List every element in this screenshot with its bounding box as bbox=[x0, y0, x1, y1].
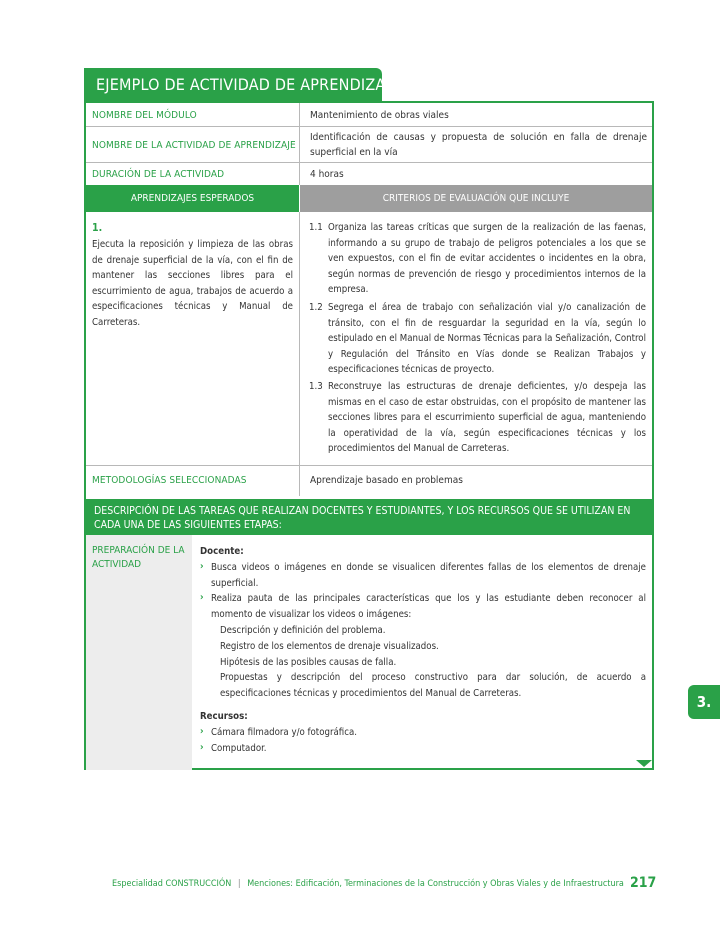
guideline-item: Propuestas y descripción del proceso constructivo para dar solución, de acuerdo a especificaciones técnicas y procedimientos del Manual de Carreteras. bbox=[220, 672, 646, 700]
guideline-item: Registro de los elementos de drenaje visualizados. bbox=[220, 640, 439, 652]
tasks-description-header: DESCRIPCIÓN DE LAS TAREAS QUE REALIZAN DOCENTES Y ESTUDIANTES, Y LOS RECURSOS QUE SE UTILIZAN EN CADA UNA DE LAS SIGUIENTES ETAPAS: bbox=[86, 499, 652, 535]
footer-mentions: Menciones: Edificación, Terminaciones de la Construcción y Obras Viales y de Infraestructura bbox=[247, 879, 624, 889]
footer-separator: | bbox=[237, 879, 241, 889]
criterion-number: 1.2 bbox=[309, 302, 323, 313]
divider bbox=[299, 103, 300, 185]
criterion-1-1 bbox=[309, 220, 646, 298]
criterion-1-2 bbox=[309, 300, 646, 378]
criterion-number: 1.3 bbox=[309, 381, 323, 392]
footer bbox=[112, 879, 624, 889]
activity-name-value: Identificación de causas y propuesta de solución en falla de drenaje superficial en la vía bbox=[310, 132, 647, 158]
footer-specialty: Especialidad CONSTRUCCIÓN bbox=[112, 879, 232, 889]
expected-learning-header: APRENDIZAJES ESPERADOS bbox=[86, 185, 299, 212]
criterion-1-3 bbox=[309, 379, 646, 457]
page-number: 217 bbox=[630, 875, 657, 891]
continue-arrow-icon bbox=[636, 760, 652, 767]
guideline-item: Hipótesis de las posibles causas de falla. bbox=[220, 656, 397, 668]
evaluation-criteria-header: CRITERIOS DE EVALUACIÓN QUE INCLUYE bbox=[300, 185, 652, 212]
preparation-label-cell bbox=[86, 535, 192, 770]
duration-value: 4 horas bbox=[310, 169, 344, 180]
activity-title: EJEMPLO DE ACTIVIDAD DE APRENDIZAJE bbox=[84, 68, 382, 102]
resource-item: › Cámara filmadora y/o fotográfica. bbox=[200, 725, 646, 741]
module-name-value: Mantenimiento de obras viales bbox=[310, 110, 449, 121]
module-name-label: NOMBRE DEL MÓDULO bbox=[92, 110, 197, 121]
guideline-item: Descripción y definición del problema. bbox=[220, 624, 386, 636]
duration-label: DURACIÓN DE LA ACTIVIDAD bbox=[92, 169, 225, 180]
divider bbox=[86, 465, 652, 466]
divider bbox=[86, 162, 652, 163]
resources-title: Recursos: bbox=[200, 710, 248, 722]
divider bbox=[299, 212, 300, 496]
activity-name-label: NOMBRE DE LA ACTIVIDAD DE APRENDIZAJE bbox=[92, 140, 296, 151]
activity-table bbox=[84, 101, 654, 770]
teacher-title: Docente: bbox=[200, 546, 244, 557]
learning-number: 1. bbox=[92, 222, 103, 234]
criterion-text: Segrega el área de trabajo con señalización vial y/o canalización de tránsito, con el fin de resguardar la seguridad en la vía, según lo estipulado en el Manual de Normas Técnicas para la Señalización, Control y Regulación del Tránsito en Vías donde se Realizan Trabajos y especificaciones técnicas de proyecto. bbox=[328, 302, 646, 375]
methodologies-value: Aprendizaje basado en problemas bbox=[310, 475, 463, 486]
criterion-text: Reconstruye las estructuras de drenaje deficientes, y/o despeja las mismas en el caso de estar obstruidas, con el propósito de mantener las secciones libres para el escurrimiento superficial de agua, manteniendo la operatividad de la vía, según especificaciones técnicas y los procedimientos del Manual de Carreteras. bbox=[328, 381, 646, 454]
criterion-text: Organiza las tareas críticas que surgen de la realización de las faenas, informando a su grupo de trabajo de peligros potenciales a los que se ven expuestos, con el fin de evitar accidentes o incidentes en la obra, según normas de prevención de riesgo y procedimientos internos de la empresa. bbox=[328, 222, 646, 295]
learning-text: Ejecuta la reposición y limpieza de las obras de drenaje superficial de la vía, con el fin de mantener las secciones libres para el escurrimiento de agua, trabajos de acuerdo a especificaciones técnicas y Manual de Carreteras. bbox=[92, 239, 293, 328]
teacher-item: › Busca videos o imágenes en donde se visualicen diferentes fallas de los elementos de drenaje superficial. bbox=[200, 560, 646, 592]
preparation-label: PREPARACIÓN DE LA ACTIVIDAD bbox=[92, 545, 185, 570]
preparation-content bbox=[200, 544, 646, 756]
teacher-item: › Realiza pauta de las principales características que los y las estudiante deben reconocer al momento de visualizar los videos o imágenes: bbox=[200, 591, 646, 623]
criterion-number: 1.1 bbox=[309, 222, 323, 233]
methodologies-label: METODOLOGÍAS SELECCIONADAS bbox=[92, 475, 247, 486]
chapter-tab: 3. bbox=[688, 685, 720, 719]
divider bbox=[86, 126, 652, 127]
resource-item: › Computador. bbox=[200, 741, 646, 757]
